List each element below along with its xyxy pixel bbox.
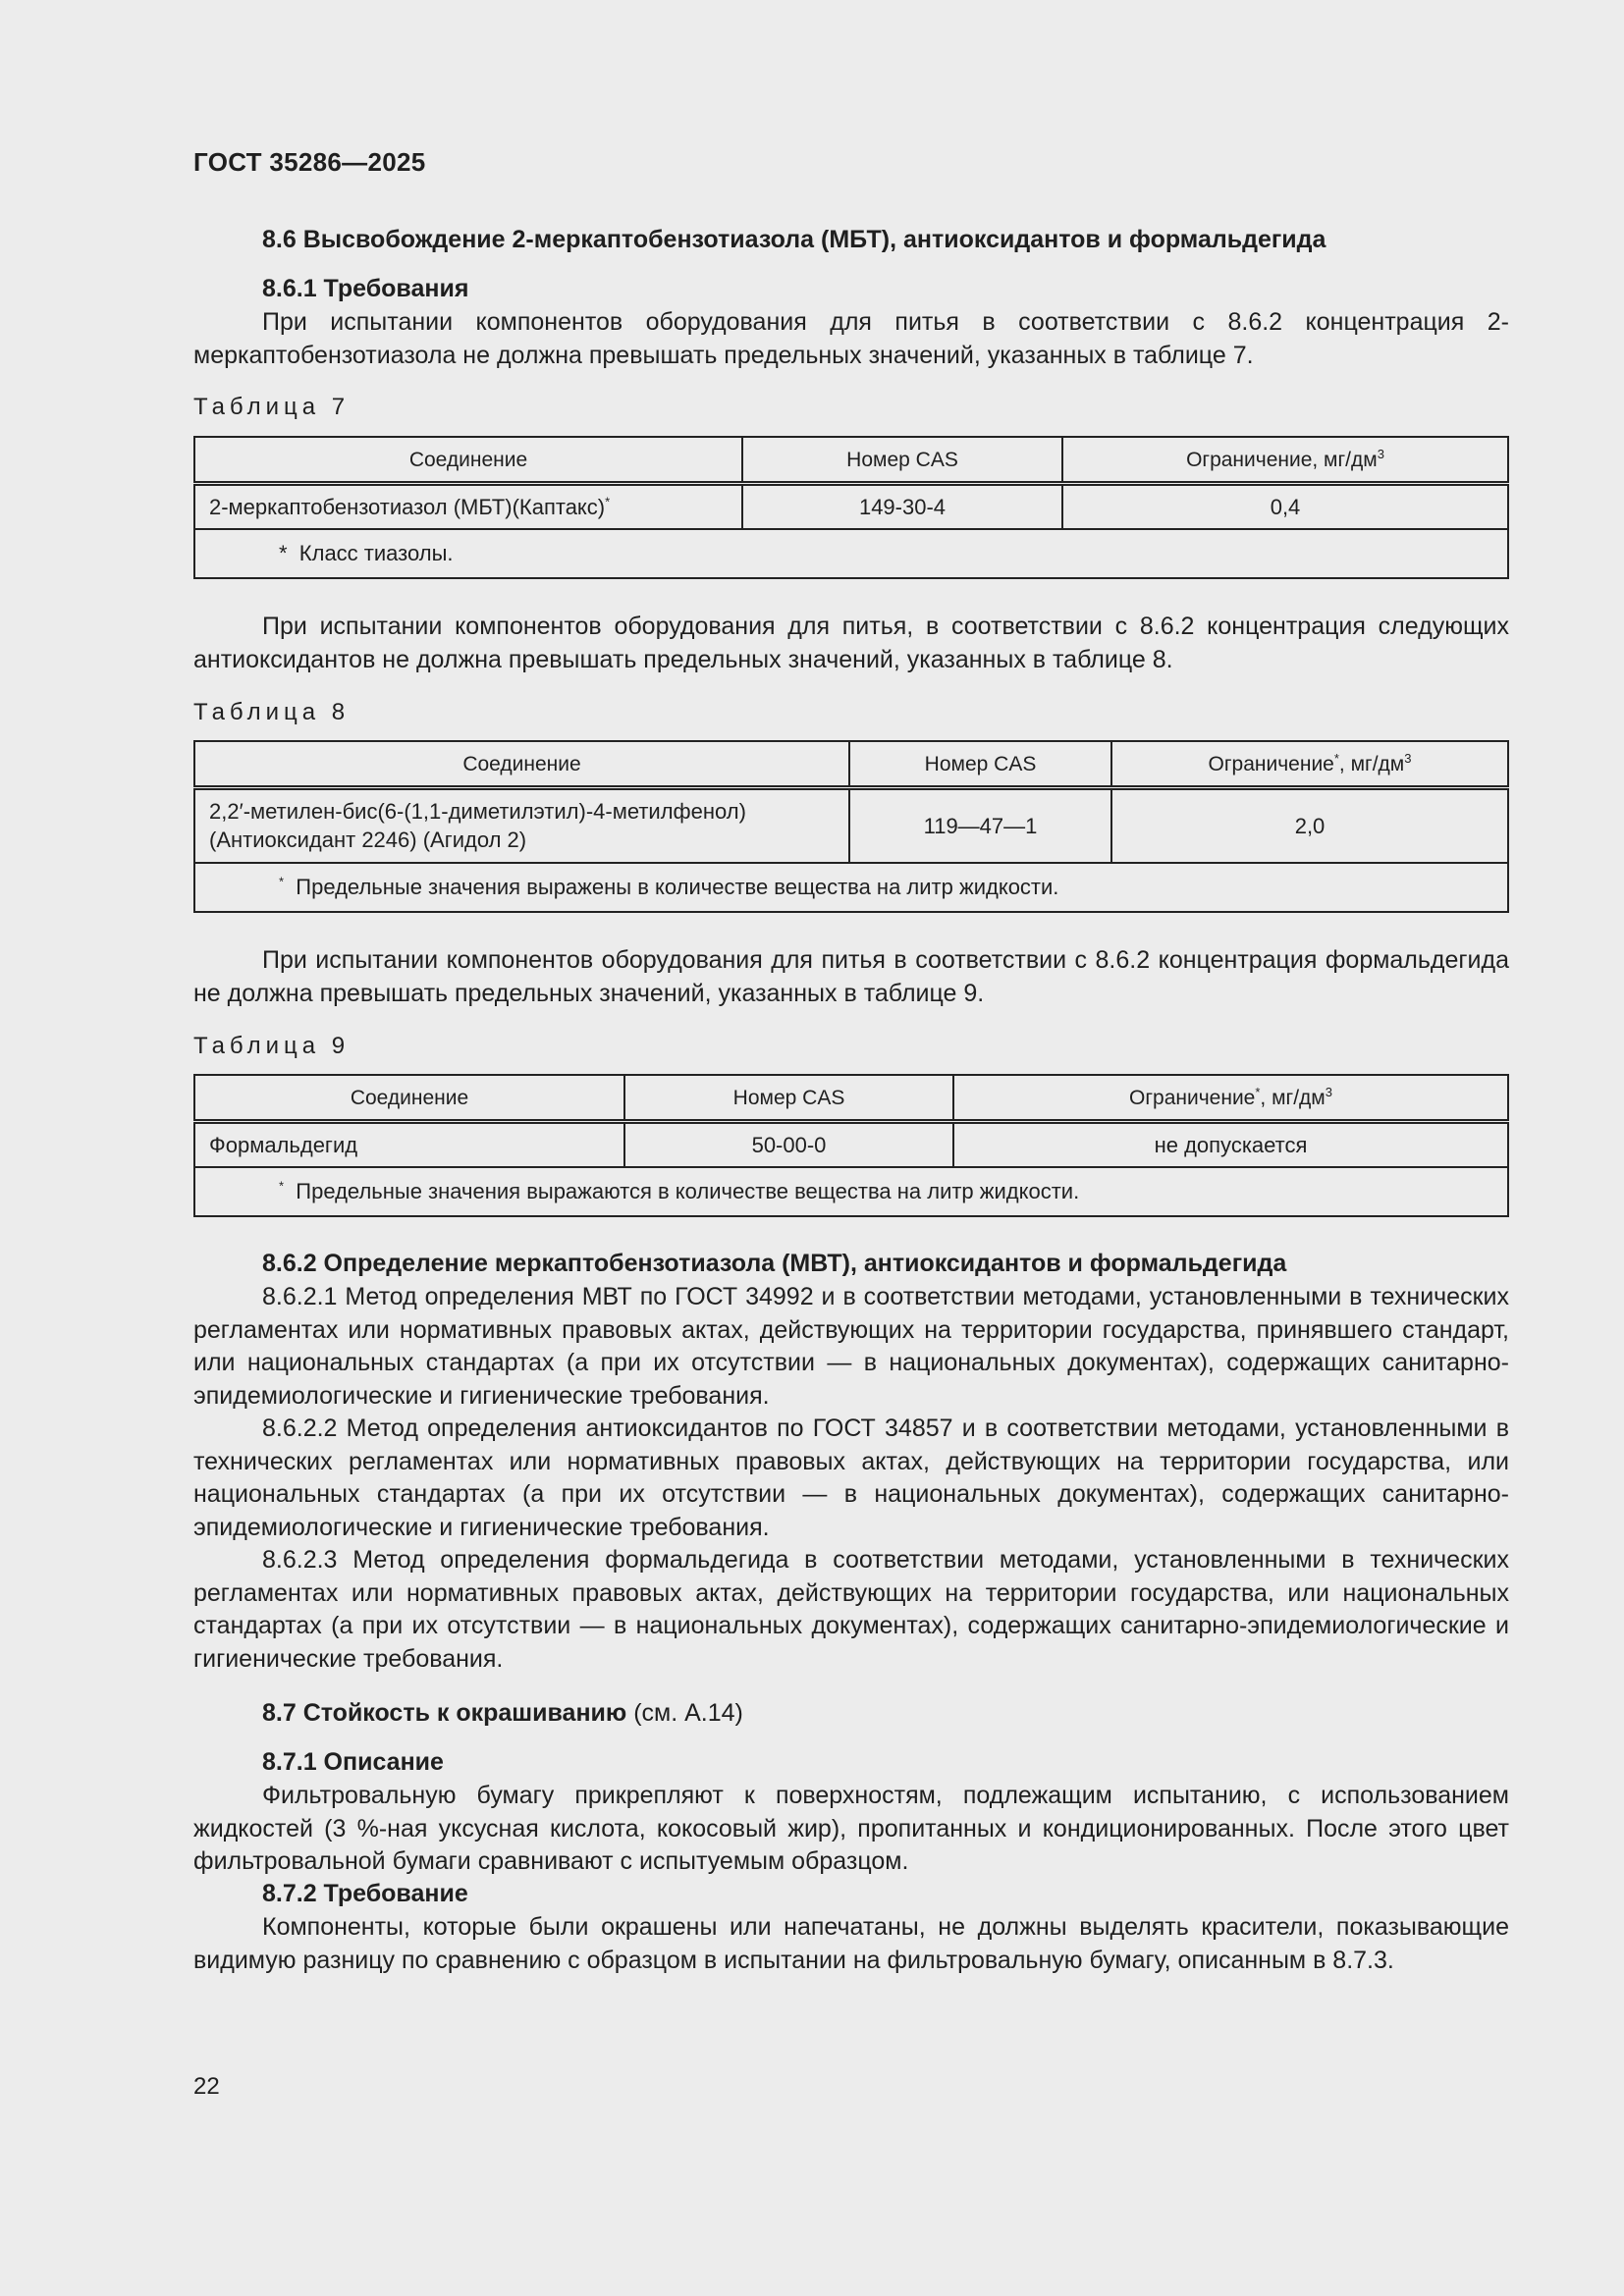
cell-compound — [194, 788, 849, 863]
section-8-7-title: 8.7 Стойкость к окрашиванию (см. А.14) — [262, 1699, 743, 1727]
cell-cas: 119—47—1 — [849, 788, 1111, 863]
column-header-compound: Соединение — [194, 741, 849, 788]
table-footnote-row — [194, 863, 1508, 912]
table-footnote-row — [194, 1167, 1508, 1216]
column-header-limit: Ограничение, $мг/дм^3$ — [1062, 437, 1508, 484]
column-header-cas: Номер CAS — [849, 741, 1111, 788]
paragraph-8-6-1-intro: При испытании компонентов оборудования для питья в соответствии с 8.6.2 концентрация 2-меркаптобензотиазола не должна превышать предельных значений, указанных в таблице 7. — [193, 308, 1509, 369]
cell-compound: 2-меркаптобензотиазол (МБТ)(Каптакс)* — [194, 484, 742, 529]
table-9 — [193, 1074, 1509, 1217]
table-row — [194, 1122, 1508, 1167]
paragraph-8-7-2: Компоненты, которые были окрашены или напечатаны, не должны выделять красители, показывающие видимую разницу по сравнению с образцом в испытании на фильтровальную бумагу, описанным в 8.7.3. — [193, 1913, 1509, 1974]
document-code-header: ГОСТ 35286—2025 — [193, 147, 426, 177]
paragraph-antioxidants-intro: При испытании компонентов оборудования для питья, в соответствии с 8.6.2 концентрация следующих антиоксидантов не должна превышать предельных значений, указанных в таблице 8. — [193, 613, 1509, 673]
cell-limit: 2,0 — [1111, 788, 1508, 863]
paragraph-8-6-2-2: 8.6.2.2 Метод определения антиоксидантов по ГОСТ 34857 и в соответствии методами, установленными в технических регламентах или нормативных правовых актах, действующих на территории государства, или национальных стандартах (а при их отсутствии — в национальных документах), содержащих санитарно-эпидемиологические и гигиенические требования. — [193, 1415, 1509, 1541]
page-number: 22 — [193, 2073, 220, 2100]
table-footnote-row — [194, 529, 1508, 578]
table-header-row — [194, 741, 1508, 788]
paragraph-8-6-2-1: 8.6.2.1 Метод определения МВТ по ГОСТ 34992 и в соответствии методами, установленными в технических регламентах или нормативных правовых актах, действующих на территории государства, принявшего стандарт, или национальных стандартах (а при их отсутствии — в национальных документах), содержащих санитарно-эпидемиологические и гигиенические требования. — [193, 1283, 1509, 1410]
table-9-caption: Таблица 9 — [193, 1033, 351, 1059]
cell-limit: не допускается — [953, 1122, 1508, 1167]
cell-limit: 0,4 — [1062, 484, 1508, 529]
cell-cas: 149-30-4 — [742, 484, 1062, 529]
column-header-compound: Соединение — [194, 437, 742, 484]
paragraph-8-7-1: Фильтровальную бумагу прикрепляют к поверхностям, подлежащим испытанию, с использованием жидкостей (3 %-ная уксусная кислота, кокосовый жир), пропитанных и кондиционированных. После этого цвет фильтровальной бумаги сравнивают с испытуемым образцом. — [193, 1782, 1509, 1875]
column-header-cas: Номер CAS — [624, 1075, 953, 1122]
subsection-8-7-1-title: 8.7.1 Описание — [262, 1748, 444, 1776]
table-header-row — [194, 437, 1508, 484]
subsection-8-7-2-title: 8.7.2 Требование — [262, 1880, 468, 1907]
column-header-compound: Соединение — [194, 1075, 624, 1122]
table-footnote: * Класс тиазолы. — [194, 529, 1508, 578]
table-row — [194, 484, 1508, 529]
subsection-8-6-2-title: 8.6.2 Определение меркаптобензотиазола (МВТ), антиоксидантов и формальдегида — [262, 1250, 1287, 1277]
table-8 — [193, 740, 1509, 913]
table-8-caption: Таблица 8 — [193, 699, 351, 725]
column-header-limit: Ограничение*, $мг/дм^3$ — [1111, 741, 1508, 788]
column-header-limit: Ограничение*, $мг/дм^3$ — [953, 1075, 1508, 1122]
table-7-caption: Таблица 7 — [193, 394, 351, 420]
table-row — [194, 788, 1508, 863]
column-header-cas: Номер CAS — [742, 437, 1062, 484]
table-footnote: * Предельные значения выражаются в количестве вещества на литр жидкости. — [194, 1167, 1508, 1216]
table-7 — [193, 436, 1509, 579]
paragraph-8-6-2-3: 8.6.2.3 Метод определения формальдегида в соответствии методами, установленными в технических регламентах или нормативных правовых актах, действующих на территории государства, или национальных стандартах (а при их отсутствии — в национальных документах), содержащих санитарно-эпидемиологические и гигиенические требования. — [193, 1546, 1509, 1673]
cell-cas: 50-00-0 — [624, 1122, 953, 1167]
subsection-8-6-1-title: 8.6.1 Требования — [262, 275, 469, 302]
section-8-6-title: 8.6 Высвобождение 2-меркаптобензотиазола (МБТ), антиоксидантов и формальдегида — [262, 226, 1326, 253]
cell-compound-line-2: (Антиоксидант 2246) (Агидол 2) — [209, 828, 527, 853]
table-header-row — [194, 1075, 1508, 1122]
cell-compound: Формальдегид — [194, 1122, 624, 1167]
paragraph-formaldehyde-intro: При испытании компонентов оборудования для питья в соответствии с 8.6.2 концентрация формальдегида не должна превышать предельных значений, указанных в таблице 9. — [193, 946, 1509, 1007]
table-footnote: * Предельные значения выражены в количестве вещества на литр жидкости. — [194, 863, 1508, 912]
cell-compound-line-1: 2,2′-метилен-бис(6-(1,1-диметилэтил)-4-метилфенол) — [209, 799, 746, 825]
